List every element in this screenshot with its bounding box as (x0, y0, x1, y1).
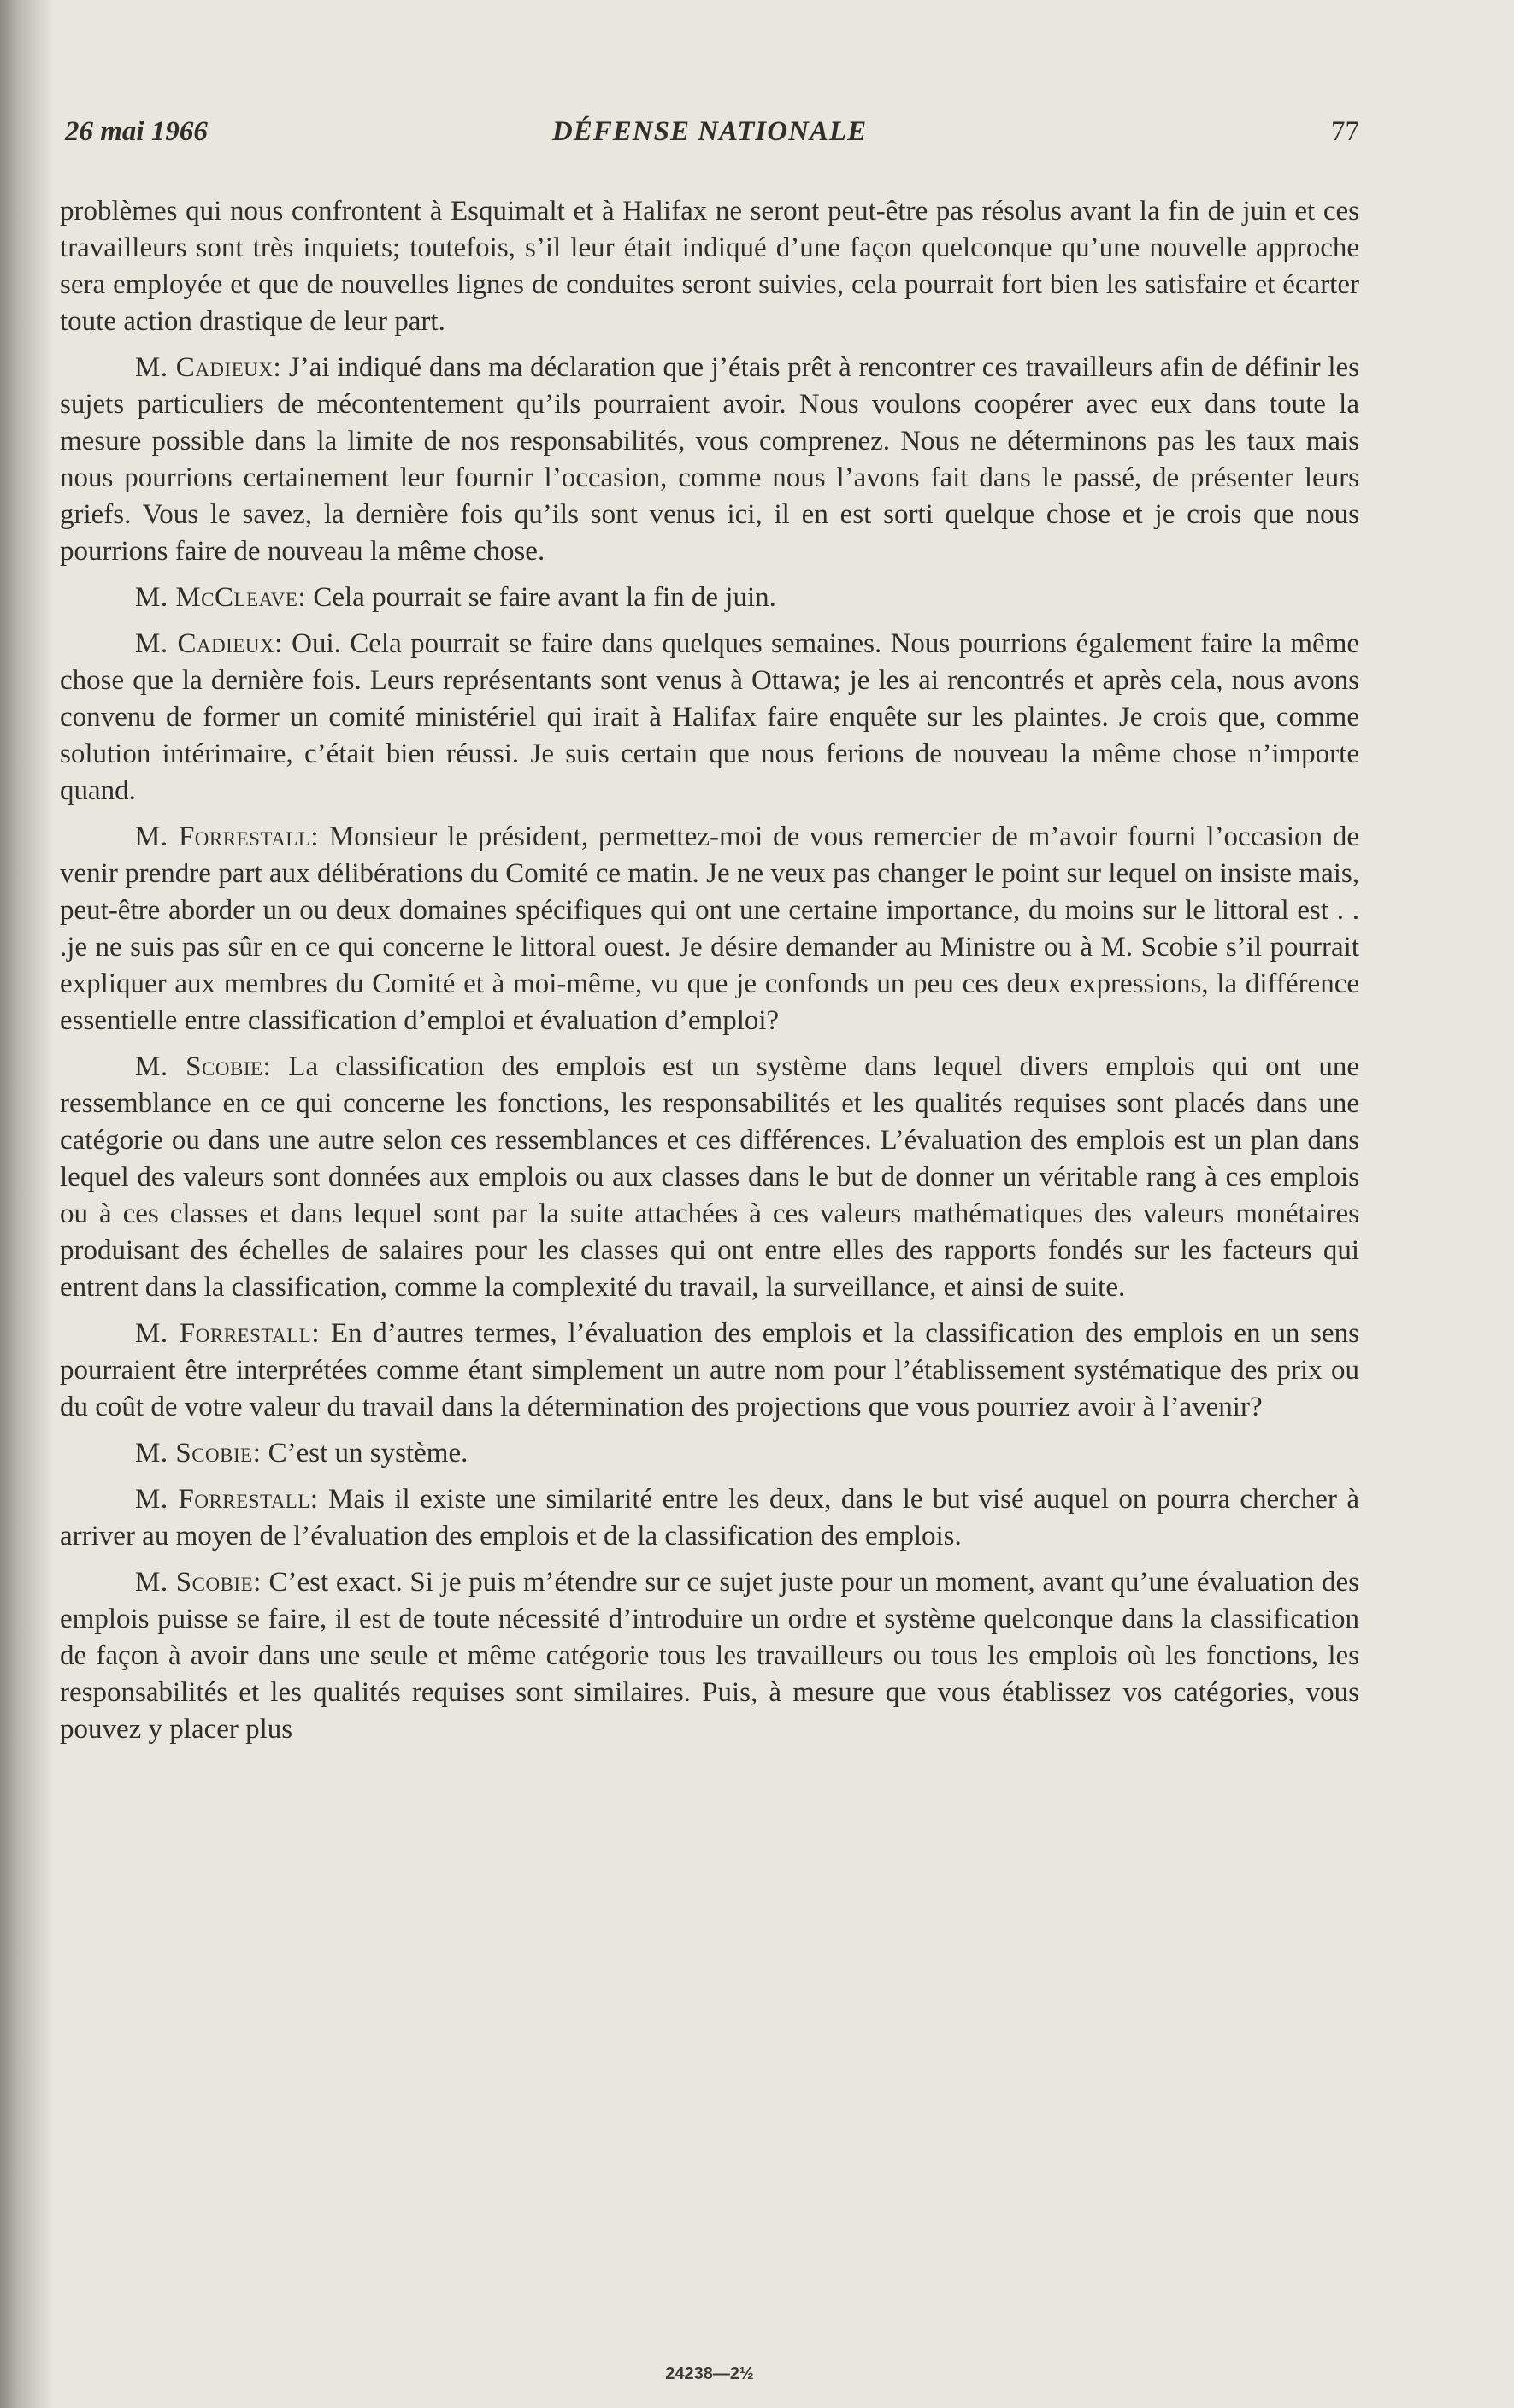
running-header (60, 109, 1359, 161)
speaker-name: M. Forrestall: (135, 1484, 319, 1515)
speaker-name: M. Cadieux: (135, 352, 282, 383)
paragraph-text: J’ai indiqué dans ma déclaration que j’étais prêt à rencontrer ces travailleurs afin de définir les sujets particuliers de mécontentement qu’ils pourraient avoir. Nous voulons coopérer avec eux dans toute la mesure possible dans la limite de nos responsabilités, vous comprenez. Nous ne déterminons pas les taux mais nous pourrions certainement leur fournir l’occasion, comme nous l’avons fait dans le passé, de présenter leurs griefs. Vous le savez, la dernière fois qu’ils sont venus ici, il en est sorti quelque chose et je crois que nous pourrions faire de nouveau la même chose. (60, 352, 1360, 567)
speaker-name: M. Scobie: (135, 1438, 262, 1469)
paragraph (60, 819, 1359, 1039)
paragraph-text: Cela pourrait se faire avant la fin de juin. (313, 582, 776, 613)
header-date: 26 mai 1966 (65, 116, 208, 147)
printer-signature: 24238—2½ (665, 2364, 754, 2383)
paragraph-text: Monsieur le président, permettez-moi de vous remercier de m’avoir fourni l’occasion de venir prendre part aux délibérations du Comité ce matin. Je ne veux pas changer le point sur lequel on insiste mais, peut-être aborder un ou deux domaines spécifiques qui ont une certaine importance, du moins sur le littoral est . . .je ne suis pas sûr en ce qui concerne le littoral ouest. Je désire demander au Ministre ou à M. Scobie s’il pourrait expliquer aux membres du Comité et à moi-même, vu que je confonds un peu ces deux expressions, la différence essentielle entre classification d’emploi et évaluation d’emploi? (60, 821, 1360, 1036)
body-text (60, 193, 1359, 1748)
header-title: DÉFENSE NATIONALE (551, 116, 868, 147)
paragraph-text: En d’autres termes, l’évaluation des emplois et la classification des emplois en un sens pourraient être interprétées comme étant simplement un autre nom pour l’établissement systématique des prix ou du coût de votre valeur du travail dans la détermination des projections que vous pourriez avoir à l’avenir? (60, 1318, 1359, 1422)
paragraph (60, 580, 1359, 616)
speaker-name: M. Forrestall: (135, 821, 320, 852)
paragraph (60, 1049, 1359, 1306)
paragraph-text: C’est un système. (268, 1438, 468, 1469)
paragraph (60, 1435, 1359, 1472)
speaker-name: M. McCleave: (135, 582, 307, 613)
page-binding-shadow (0, 0, 53, 2408)
speaker-name: M. Scobie: (135, 1051, 272, 1082)
paragraph (60, 1481, 1359, 1555)
speaker-name: M. Forrestall: (135, 1318, 320, 1349)
paragraph-text: Oui. Cela pourrait se faire dans quelques semaines. Nous pourrions également faire la même chose que la dernière fois. Leurs représentants sont venus à Ottawa; je les ai rencontrés et après cela, nous avons convenu de former un comité ministériel qui irait à Halifax faire enquête sur les plaintes. Je crois que, comme solution intérimaire, c’était bien réussi. Je suis certain que nous ferions de nouveau la même chose n’importe quand. (60, 628, 1360, 806)
paragraph (60, 350, 1359, 570)
document-page (60, 109, 1360, 2383)
page-number: 77 (1331, 116, 1359, 147)
paragraph-text: La classification des emplois est un système dans lequel divers emplois qui ont une ressemblance en ce qui concerne les fonctions, les responsabilités et les qualités requises sont placés dans une catégorie ou dans une autre selon ces ressemblances et ces différences. L’évaluation des emplois est un plan dans lequel des valeurs sont données aux emplois ou aux classes dans le but de donner un véritable rang à ces emplois ou à ces classes et dans lequel sont par la suite attachées à ces valeurs mathématiques des valeurs monétaires produisant des échelles de salaires pour les classes qui ont entre elles des rapports fondés sur les facteurs qui entrent dans la classification, comme la complexité du travail, la surveillance, et ainsi de suite. (60, 1051, 1359, 1303)
paragraph (60, 1316, 1359, 1426)
paragraph (60, 1564, 1359, 1748)
paragraph (60, 626, 1359, 810)
speaker-name: M. Cadieux: (135, 628, 283, 659)
speaker-name: M. Scobie: (135, 1567, 262, 1598)
paragraph-text: problèmes qui nous confrontent à Esquimalt et à Halifax ne seront peut-être pas résolus avant la fin de juin et ces travailleurs sont très inquiets; toutefois, s’il leur était indiqué d’une façon quelconque qu’une nouvelle approche sera employée et que de nouvelles lignes de conduites seront suivies, cela pourrait fort bien les satisfaire et écarter toute action drastique de leur part. (60, 196, 1359, 337)
paragraph-continuation (60, 193, 1359, 340)
paragraph-text: Mais il existe une similarité entre les deux, dans le but visé auquel on pourra chercher à arriver au moyen de l’évaluation des emplois et de la classification des emplois. (60, 1484, 1359, 1551)
paragraph-text: C’est exact. Si je puis m’étendre sur ce sujet juste pour un moment, avant qu’une évaluation des emplois puisse se faire, il est de toute nécessité d’introduire un ordre et système quelconque dans la classification de façon à avoir dans une seule et même catégorie tous les travailleurs ou tous les emplois où les fonctions, les responsabilités et les qualités requises sont similaires. Puis, à mesure que vous établissez vos catégories, vous pouvez y placer plus (60, 1567, 1359, 1745)
